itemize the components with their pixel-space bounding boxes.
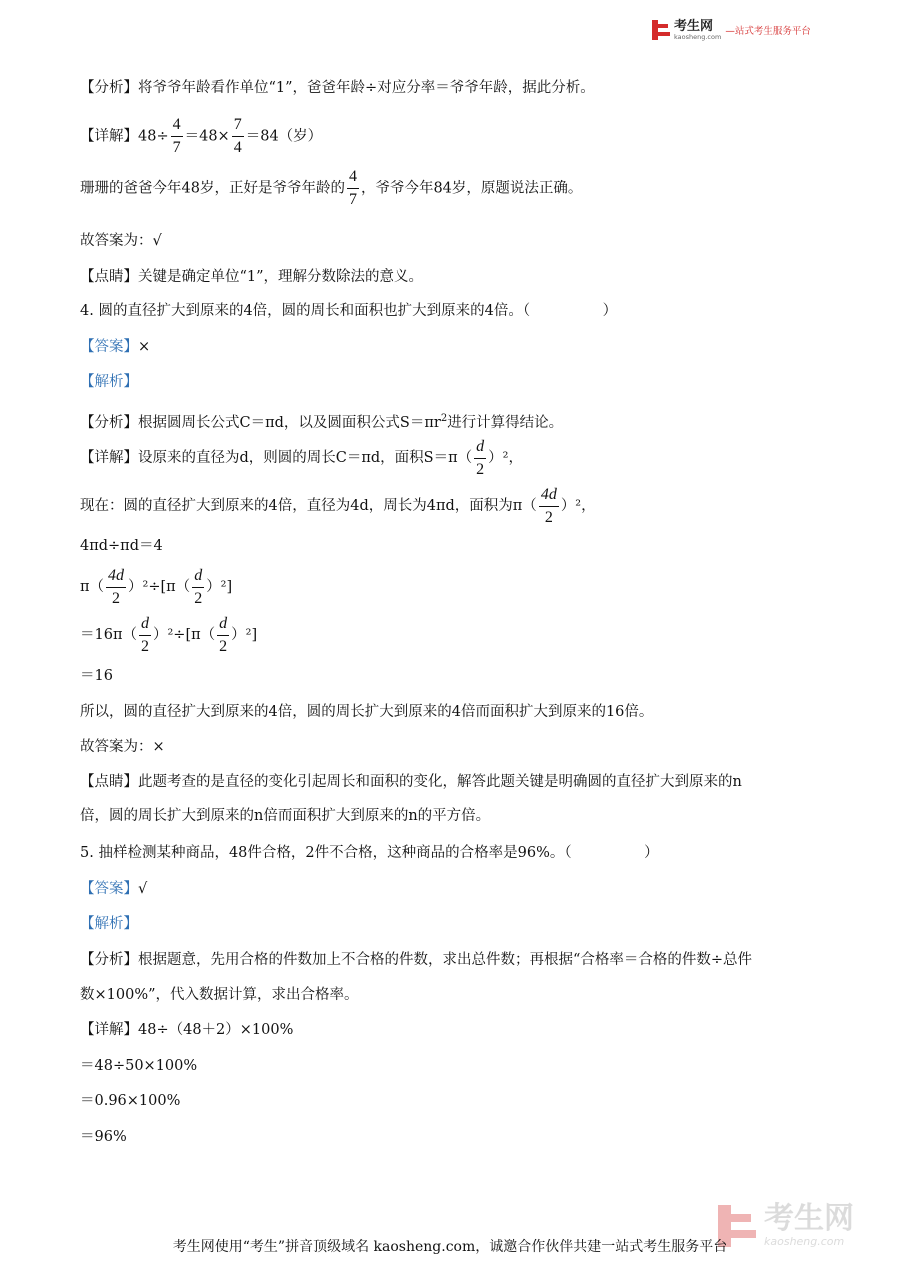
q3-conclusion <box>80 168 582 209</box>
q3-conclusion-b: ，爷爷今年84岁，原题说法正确。 <box>360 180 583 197</box>
q3-fraction-4-7-b <box>347 168 359 209</box>
frac-numerator: d <box>474 438 486 459</box>
superscript: 2 <box>440 413 448 424</box>
analysis-text-b: 进行计算得结论。 <box>447 415 564 431</box>
now-text-b: ）²， <box>560 498 596 514</box>
q3-fraction-7-4 <box>232 116 244 157</box>
q4-tip-2: 倍，圆的周长扩大到原来的n倍而面积扩大到原来的n的平方倍。 <box>80 808 491 824</box>
fraction-d-2 <box>474 438 486 479</box>
frac-denominator: 7 <box>348 191 357 208</box>
frac-numerator: 7 <box>232 116 244 137</box>
answer-label: 【答案】 <box>80 881 138 897</box>
now-text-a: 现在：圆的直径扩大到原来的4倍，直径为4d，周长为4πd，面积为π（ <box>80 498 537 514</box>
frac-denominator: 2 <box>112 589 121 607</box>
frac-numerator: d <box>192 567 204 588</box>
header-brand <box>652 18 811 42</box>
q4-tip-1: 【点睛】此题考查的是直径的变化引起周长和面积的变化，解答此题关键是明确圆的直径扩大到原来的n <box>80 774 742 790</box>
detail-text-a: 【详解】设原来的直径为d，则圆的周长C＝πd，面积S＝π（ <box>80 450 473 466</box>
q4-detail <box>80 436 523 480</box>
frac-denominator: 7 <box>172 139 181 156</box>
calc3-b: ）²÷[π（ <box>152 627 216 643</box>
fraction-d-2 <box>217 615 229 656</box>
frac-denominator: 4 <box>233 139 242 156</box>
q4-answer-line: 故答案为：× <box>80 739 165 755</box>
calc2-b: ）²÷[π（ <box>128 579 191 595</box>
q3-detail <box>80 116 322 157</box>
fraction-d-2 <box>192 567 204 608</box>
q3-conclusion-a: 珊珊的爸爸今年48岁，正好是爷爷年龄的 <box>80 180 345 197</box>
brand-domain: kaosheng.com <box>674 32 722 41</box>
answer-mark: √ <box>138 881 148 897</box>
page-footer: 考生网使用“考生”拼音顶级域名 kaosheng.com，诚邀合作伙伴共建一站式考生服务平台 <box>172 1239 728 1255</box>
frac-numerator: 4 <box>171 116 183 137</box>
q4-so: 所以，圆的直径扩大到原来的4倍，圆的周长扩大到原来的4倍而面积扩大到原来的16倍。 <box>80 704 654 720</box>
frac-denominator: 2 <box>140 637 149 655</box>
frac-denominator: 2 <box>219 637 228 655</box>
q4-answer <box>80 337 150 357</box>
fraction-d-2 <box>139 615 151 656</box>
q4-now <box>80 484 596 528</box>
q5-analysis-1: 【分析】根据题意，先用合格的件数加上不合格的件数，求出总件数；再根据“合格率＝合格的件数÷总件 <box>80 952 753 968</box>
q4-calc4: ＝16 <box>80 668 113 684</box>
frac-numerator: 4d <box>106 567 126 588</box>
q5-analysis-2: 数×100%”，代入数据计算，求出合格率。 <box>80 987 359 1003</box>
answer-label: 【答案】 <box>80 339 138 355</box>
q5-step-2: ＝0.96×100% <box>80 1093 181 1109</box>
frac-denominator: 2 <box>194 589 203 607</box>
fraction-4d-2 <box>106 567 126 608</box>
q5-detail: 【详解】48÷（48＋2）×100% <box>80 1022 294 1038</box>
watermark-name: 考生网 <box>764 1201 854 1236</box>
brand-name: 考生网 <box>674 18 714 34</box>
calc3-a: ＝16π（ <box>80 627 137 643</box>
q3-detail-label: 【详解】 <box>80 128 138 145</box>
watermark-domain: kaosheng.com <box>764 1235 845 1248</box>
q5-answer <box>80 879 147 899</box>
brand-slogan: —站式考生服务平台 <box>725 26 811 37</box>
q4-analysis <box>80 409 563 433</box>
q4-calc2 <box>80 565 232 609</box>
q3-fraction-4-7 <box>171 116 183 157</box>
frac-numerator: d <box>217 615 229 636</box>
q3-tip: 【点睛】关键是确定单位“1”，理解分数除法的意义。 <box>80 269 424 285</box>
q3-answer: 故答案为：√ <box>80 233 162 249</box>
frac-numerator: 4 <box>347 168 359 189</box>
frac-numerator: 4d <box>539 486 559 507</box>
q3-detail-b: ＝48× <box>184 128 230 145</box>
q5-step-3: ＝96% <box>80 1129 127 1145</box>
answer-mark: × <box>138 339 151 355</box>
calc2-c: ）²] <box>206 579 233 595</box>
calc2-a: π（ <box>80 579 105 595</box>
analysis-text-a: 【分析】根据圆周长公式C＝πd，以及圆面积公式S＝πr <box>80 415 441 431</box>
frac-denominator: 2 <box>544 508 553 526</box>
q5-question: 5. 抽样检测某种商品，48件合格，2件不合格，这种商品的合格率是96%。（ ） <box>80 845 659 861</box>
q4-jiexi: 【解析】 <box>80 374 138 390</box>
q3-detail-a: 48÷ <box>138 128 169 145</box>
kaosheng-logo-icon <box>652 20 670 40</box>
q4-question: 4. 圆的直径扩大到原来的4倍，圆的周长和面积也扩大到原来的4倍。（ ） <box>80 303 618 319</box>
brand-text <box>674 20 721 41</box>
q4-calc3 <box>80 613 257 657</box>
q3-analysis: 【分析】将爷爷年龄看作单位“1”，爸爸年龄÷对应分率＝爷爷年龄，据此分析。 <box>80 80 595 96</box>
fraction-4d-2 <box>539 486 559 527</box>
frac-numerator: d <box>139 615 151 636</box>
q5-step-1: ＝48÷50×100% <box>80 1058 198 1074</box>
frac-denominator: 2 <box>476 460 485 478</box>
detail-text-b: ）²， <box>488 450 523 466</box>
q4-calc1: 4πd÷πd＝4 <box>80 538 163 554</box>
calc3-c: ）²] <box>231 627 258 643</box>
q3-detail-c: ＝84（岁） <box>245 128 323 145</box>
q5-jiexi: 【解析】 <box>80 916 138 932</box>
